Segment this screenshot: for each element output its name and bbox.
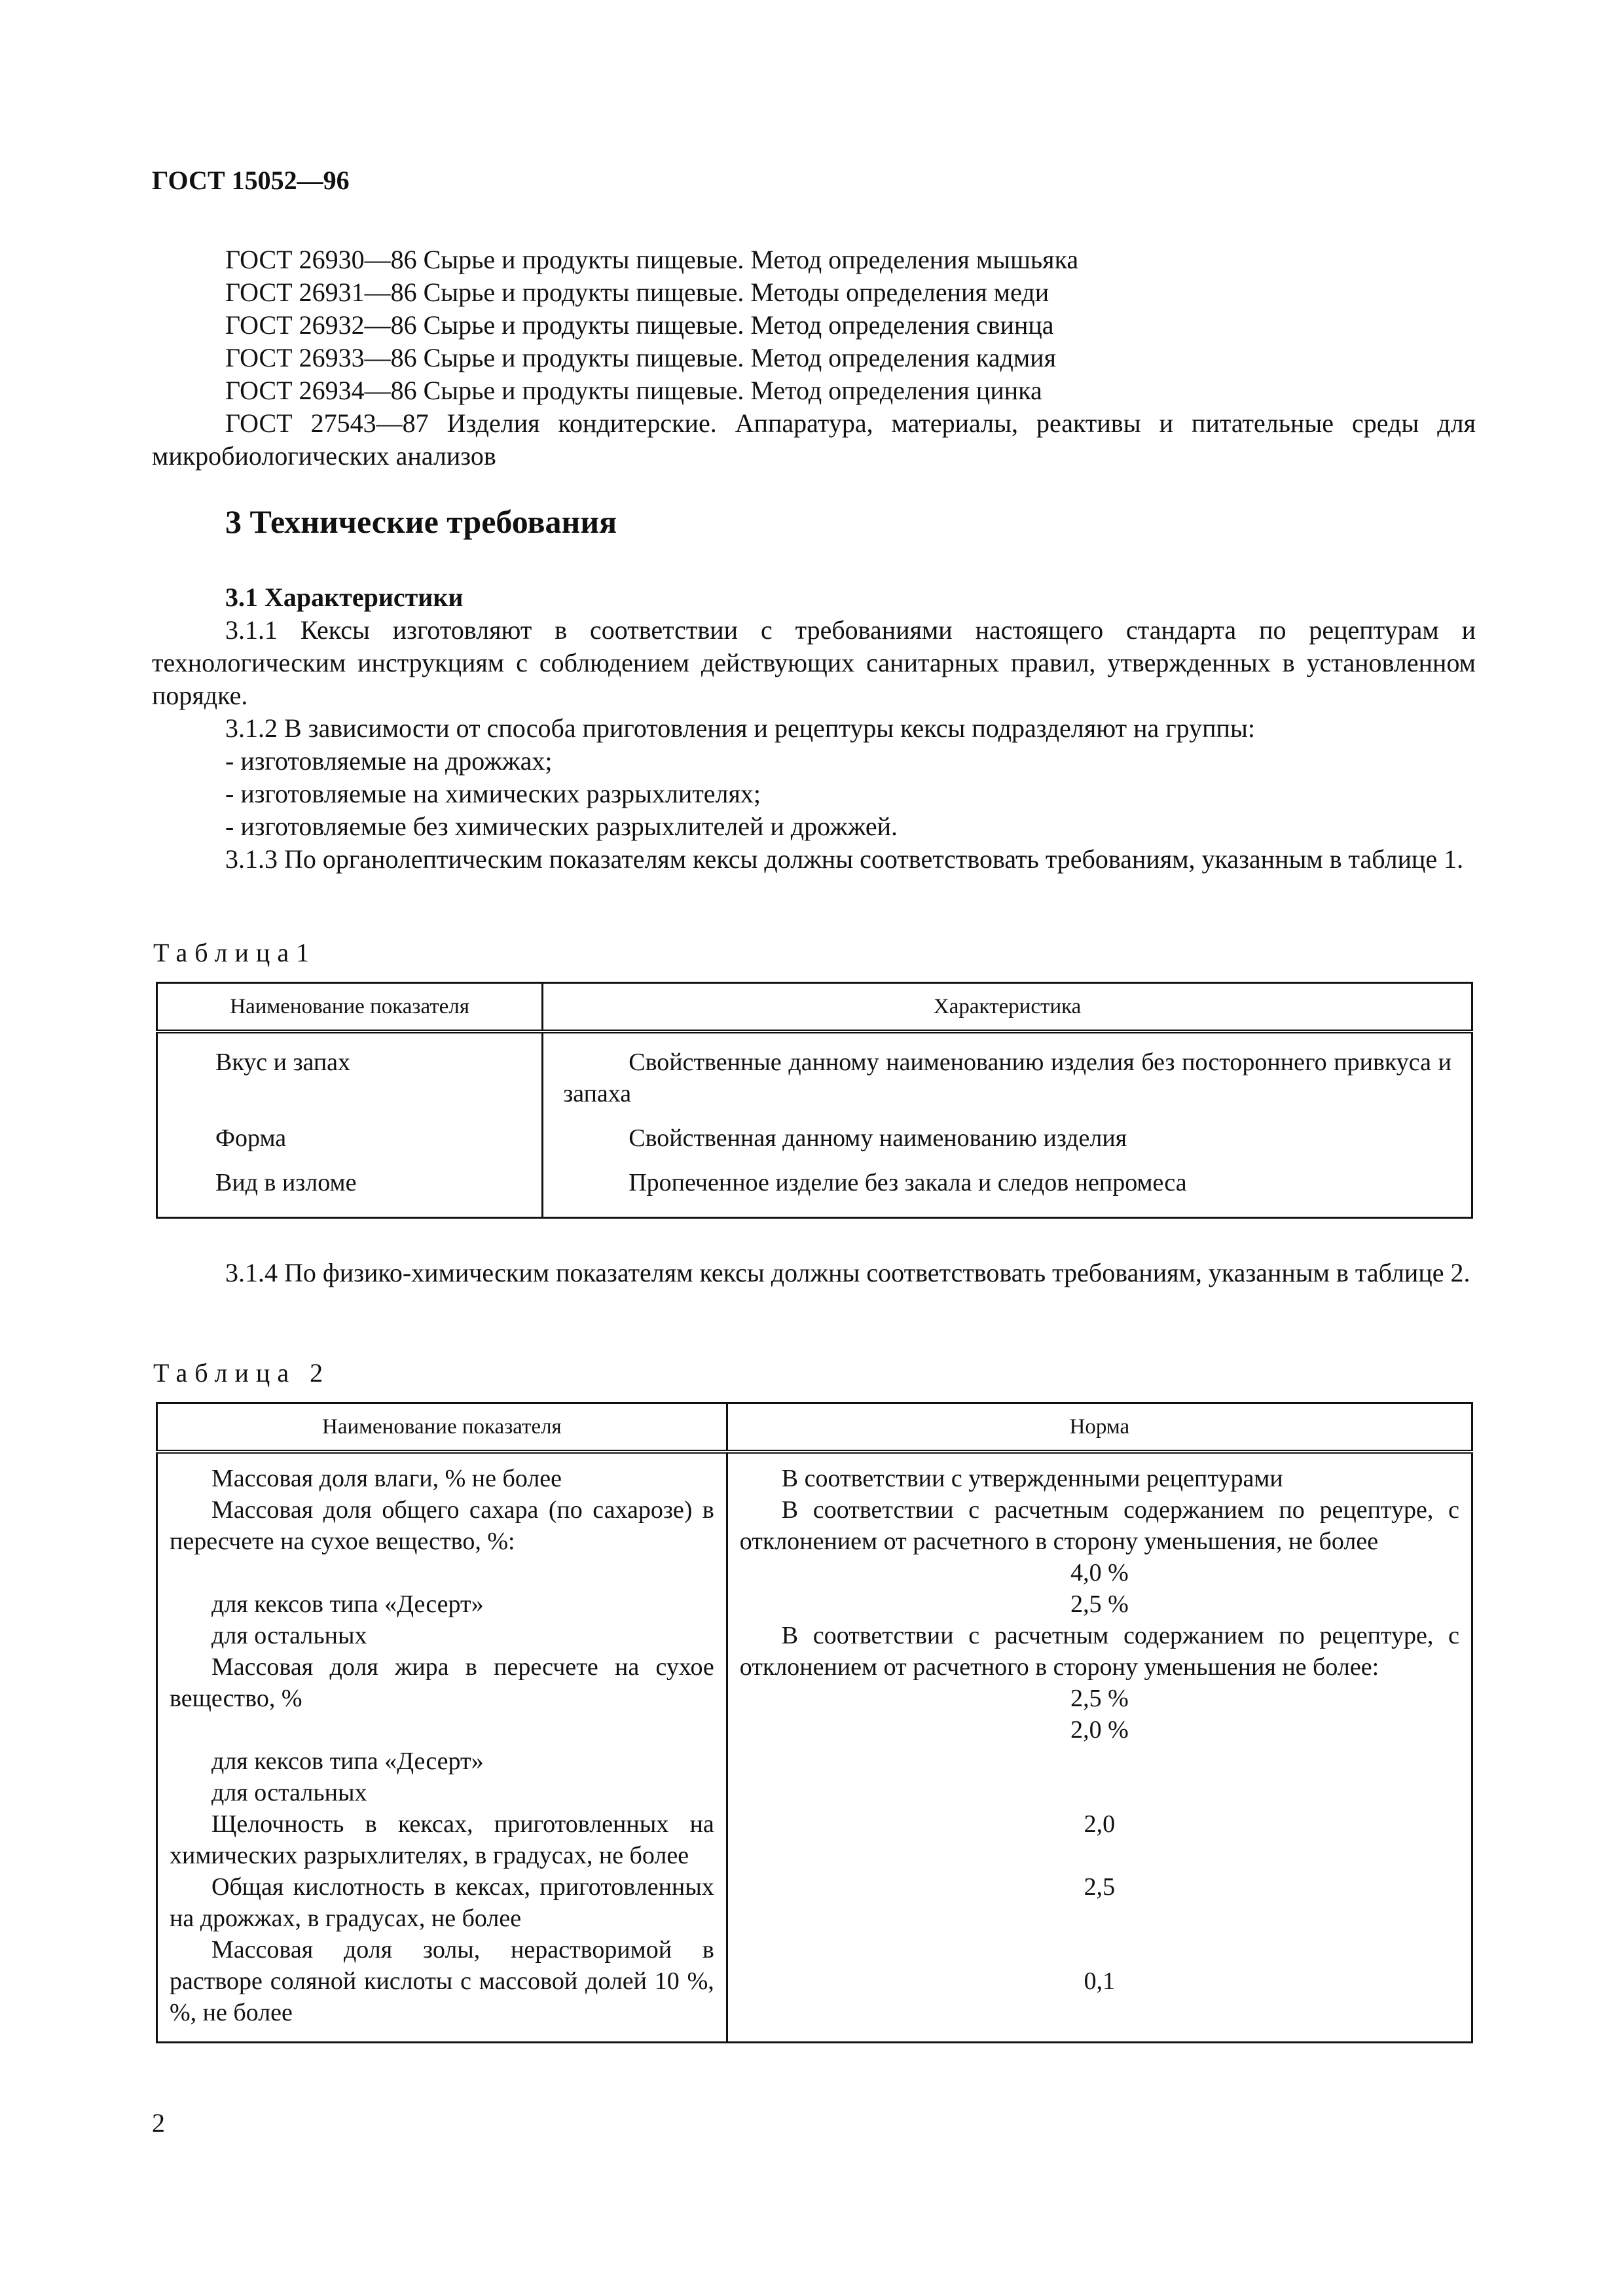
table1-header-name: Наименование показателя [157,983,543,1032]
group-item: - изготовляемые на химических разрыхлителях; [225,779,761,808]
table-row [157,1109,1472,1154]
table2-cell-name: для кексов типа «Десерт» [211,1590,484,1618]
table2-header-value: Норма [727,1403,1472,1452]
table2-cell-value: В соответствии с расчетным содержанием по рецептуре, с отклонением от расчетного в сторону уменьшения не более: [739,1622,1459,1681]
table-row [157,1452,1472,2043]
section-body-2 [152,1257,1476,1289]
reference-item: ГОСТ 26930—86 Сырье и продукты пищевые. Метод определения мышьяка [225,245,1079,274]
table2-caption: Таблица 2 [153,1358,331,1388]
section-title: 3 Технические требования [225,503,617,540]
table2-cell-value: 0,1 [1084,1967,1116,1995]
table1-cell-value: Свойственные данному наименованию изделия без постороннего привкуса и запаха [543,1031,1472,1109]
table2-cell-value: 4,0 % [1070,1559,1129,1587]
table2-cell-name: для остальных [211,1779,367,1806]
table1-cell-value: Свойственная данному наименованию изделия [543,1109,1472,1154]
table2-cell-value: 2,0 % [1070,1716,1129,1744]
group-item: - изготовляемые без химических разрыхлителей и дрожжей. [225,812,898,841]
table2-cell-name: Массовая доля общего сахара (по сахарозе) в пересчете на сухое вещество, %: [170,1496,714,1555]
paragraph-3-1-4: 3.1.4 По физико-химическим показателям кексы должны соответствовать требованиям, указанным в таблице 2. [225,1258,1470,1287]
paragraph-3-1-3: 3.1.3 По органолептическим показателям кексы должны соответствовать требованиям, указанным в таблице 1. [225,844,1464,874]
subsection-title: 3.1 Характеристики [225,583,464,612]
table2-cell-name: Массовая доля жира в пересчете на сухое вещество, % [170,1653,714,1712]
references-list [152,243,1476,473]
group-item: - изготовляемые на дрожжах; [225,746,553,776]
table1-header-value: Характеристика [543,983,1472,1032]
table1-caption: Таблица1 [153,938,317,967]
table2 [156,1402,1473,2043]
table1-cell-value: Пропеченное изделие без закала и следов непромеса [543,1154,1472,1218]
reference-item: ГОСТ 27543—87 Изделия кондитерские. Аппаратура, материалы, реактивы и питательные среды для микробиологических анализов [152,408,1476,471]
table2-cell-name: Общая кислотность в кексах, приготовленных на дрожжах, в градусах, не более [170,1873,714,1932]
table2-cell-name: Массовая доля влаги, % не более [211,1465,562,1492]
table2-cell-value: В соответствии с утвержденными рецептурами [781,1465,1283,1492]
table2-cell-name: Массовая доля золы, нерастворимой в растворе соляной кислоты с массовой долей 10 %, %, не более [170,1936,714,2026]
table1-cell-name: Вид в изломе [157,1154,543,1218]
paragraph-3-1-1: 3.1.1 Кексы изготовляют в соответствии с требованиями настоящего стандарта по рецептурам и технологическим инструкциям с соблюдением действующих санитарных правил, утвержденных в установленном порядке. [152,615,1476,710]
table2-header-name: Наименование показателя [157,1403,727,1452]
paragraph-3-1-2: 3.1.2 В зависимости от способа приготовления и рецептуры кексы подразделяют на группы: [225,713,1255,743]
table-row [157,1154,1472,1218]
table1 [156,982,1473,1219]
document-header: ГОСТ 15052—96 [152,166,350,195]
table2-cell-name: для остальных [211,1622,367,1649]
table2-cell-value: 2,5 % [1070,1590,1129,1618]
table2-cell-value: 2,5 % [1070,1685,1129,1712]
reference-item: ГОСТ 26931—86 Сырье и продукты пищевые. Методы определения меди [225,278,1049,307]
table2-cell-value: 2,5 [1084,1873,1116,1901]
page-number: 2 [152,2108,165,2138]
reference-item: ГОСТ 26932—86 Сырье и продукты пищевые. Метод определения свинца [225,310,1054,340]
reference-item: ГОСТ 26934—86 Сырье и продукты пищевые. Метод определения цинка [225,376,1042,405]
table1-cell-name: Вкус и запах [157,1031,543,1109]
table2-cell-value: 2,0 [1084,1810,1116,1838]
table2-cell-value: В соответствии с расчетным содержанием по рецептуре, с отклонением от расчетного в сторону уменьшения, не более [739,1496,1459,1555]
table2-cell-name: для кексов типа «Десерт» [211,1748,484,1775]
table-row [157,1031,1472,1109]
section-body [152,581,1476,876]
table2-cell-name: Щелочность в кексах, приготовленных на химических разрыхлителях, в градусах, не более [170,1810,714,1869]
table1-cell-name: Форма [157,1109,543,1154]
reference-item: ГОСТ 26933—86 Сырье и продукты пищевые. Метод определения кадмия [225,343,1056,372]
